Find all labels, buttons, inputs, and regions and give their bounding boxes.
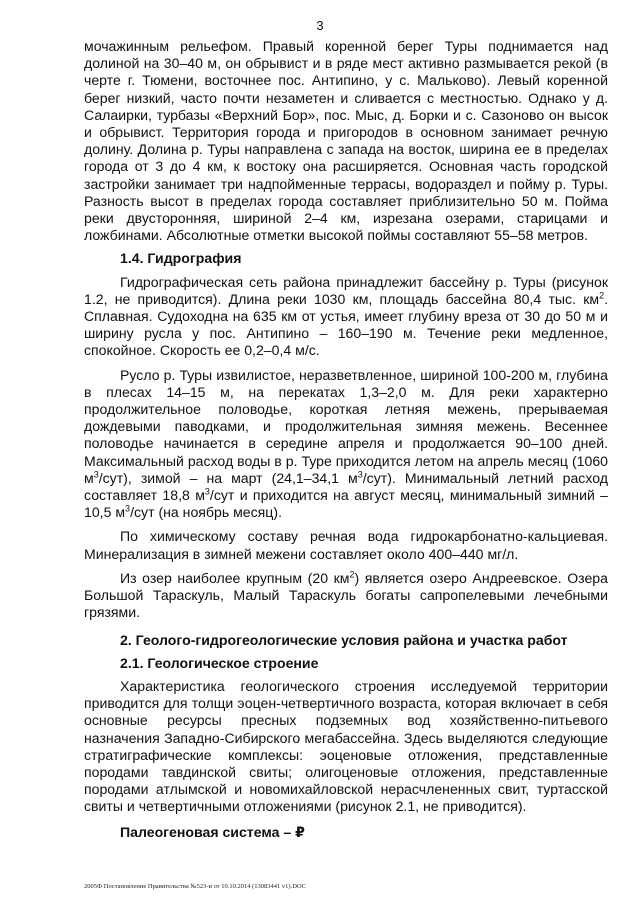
document-body bbox=[84, 38, 608, 841]
hydrography-paragraph-2: Русло р. Туры извилистое, неразветвленное, шириной 100-200 м, глубина в плесах 14–15 м, на перекатах 1,3–2,0 м. Для реки характерно продолжительное половодье, короткая летняя межень, прерываемая дождевыми паводками, и продолжительная зимняя межень. Весеннее половодье начинается в середине апреля и продолжается 90–100 дней. Максимальный расход воды в р. Туре приходится летом на апрель месяц (1060 $м^3/сут$), зимой – на март (24,1–34,1 $м^3/сут$). Минимальный летний расход составляет 18,8 $м^3$/сут и приходится на август месяц, минимальный зимний – 10,5 $м^3$/сут (на ноябрь месяц). bbox=[84, 366, 608, 521]
section-2-1-heading: 2.1. Геологическое строение bbox=[120, 654, 319, 671]
hydrography-paragraph-3: По химическому составу речная вода гидрокарбонатно-кальциевая. Минерализация в зимней межени составляет около 400–440 мг/л. bbox=[84, 528, 608, 562]
page-number: 3 bbox=[316, 18, 324, 33]
section-1-4-heading: 1.4. Гидрография bbox=[120, 250, 242, 267]
hydrography-paragraph-1: Гидрографическая сеть района принадлежит бассейну р. Туры (рисунок 1.2, не приводится). Длина реки 1030 км, площадь бассейна 80,4 тыс. $км^2$. Сплавная. Судоходна на 635 км от устья, имеет глубину вреза от 30 до 50 м и ширину русла у пос. Антипино – 160–190 м. Течение реки медленное, спокойное. Скорость ее 0,2–0,4 м/с. bbox=[84, 273, 608, 359]
paleogene-heading: Палеогеновая система – ₽ bbox=[120, 823, 305, 840]
geology-paragraph-1: Характеристика геологического строения исследуемой территории приводится для толщи эоцен-четвертичного возраста, которая включает в себя основные ресурсы пресных подземных вод хозяйственно-питьевого назначения Западно-Сибирского мегабассейна. Здесь выделяются следующие стратиграфические комплексы: эоценовые отложения, представленные породами тавдинской свиты; олигоценовые отложения, представленные породами атлымской и новомихайловской нерасчлененных свит, туртасской свиты и четвертичными отложениями (рисунок 2.1, не приводится). bbox=[84, 677, 608, 815]
intro-paragraph: мочажинным рельефом. Правый коренной берег Туры поднимается над долиной на 30–40 м, он обрывист и в ряде мест активно размывается рекой (в черте г. Тюмени, восточнее пос. Антипино, у с. Мальково). Левый коренной берег низкий, часто почти незаметен и сливается с местностью. Однако у д. Салаирки, турбазы «Верхний Бор», пос. Мыс, д. Борки и с. Сазоново он высок и обрывист. Территория города и пригородов в основном занимает речную долину. Долина р. Туры направлена с запада на восток, ширина ее в пределах города от 3 до 4 км, к востоку она расширяется. Основная часть городской застройки занимает три надпойменные террасы, водораздел и пойму р. Туры. Разность высот в пределах города составляет приблизительно 50 м. Пойма реки двусторонняя, шириной 2–4 км, изрезана озерами, старицами и ложбинами. Абсолютные отметки высокой поймы составляют 55–58 метров. bbox=[84, 38, 608, 244]
hydrography-paragraph-4: Из озер наиболее крупным (20 $км^2$) является озеро Андреевское. Озера Большой Тараскуль, Малый Тараскуль богаты сапропелевыми лечебными грязями. bbox=[84, 569, 608, 621]
section-2-heading: 2. Геолого-гидрогеологические условия района и участка работ bbox=[120, 631, 568, 648]
document-footer: 2005Ф Постановление Правительства №523-и от 10.10.2014 (13083441 v1).DOC bbox=[84, 883, 306, 890]
